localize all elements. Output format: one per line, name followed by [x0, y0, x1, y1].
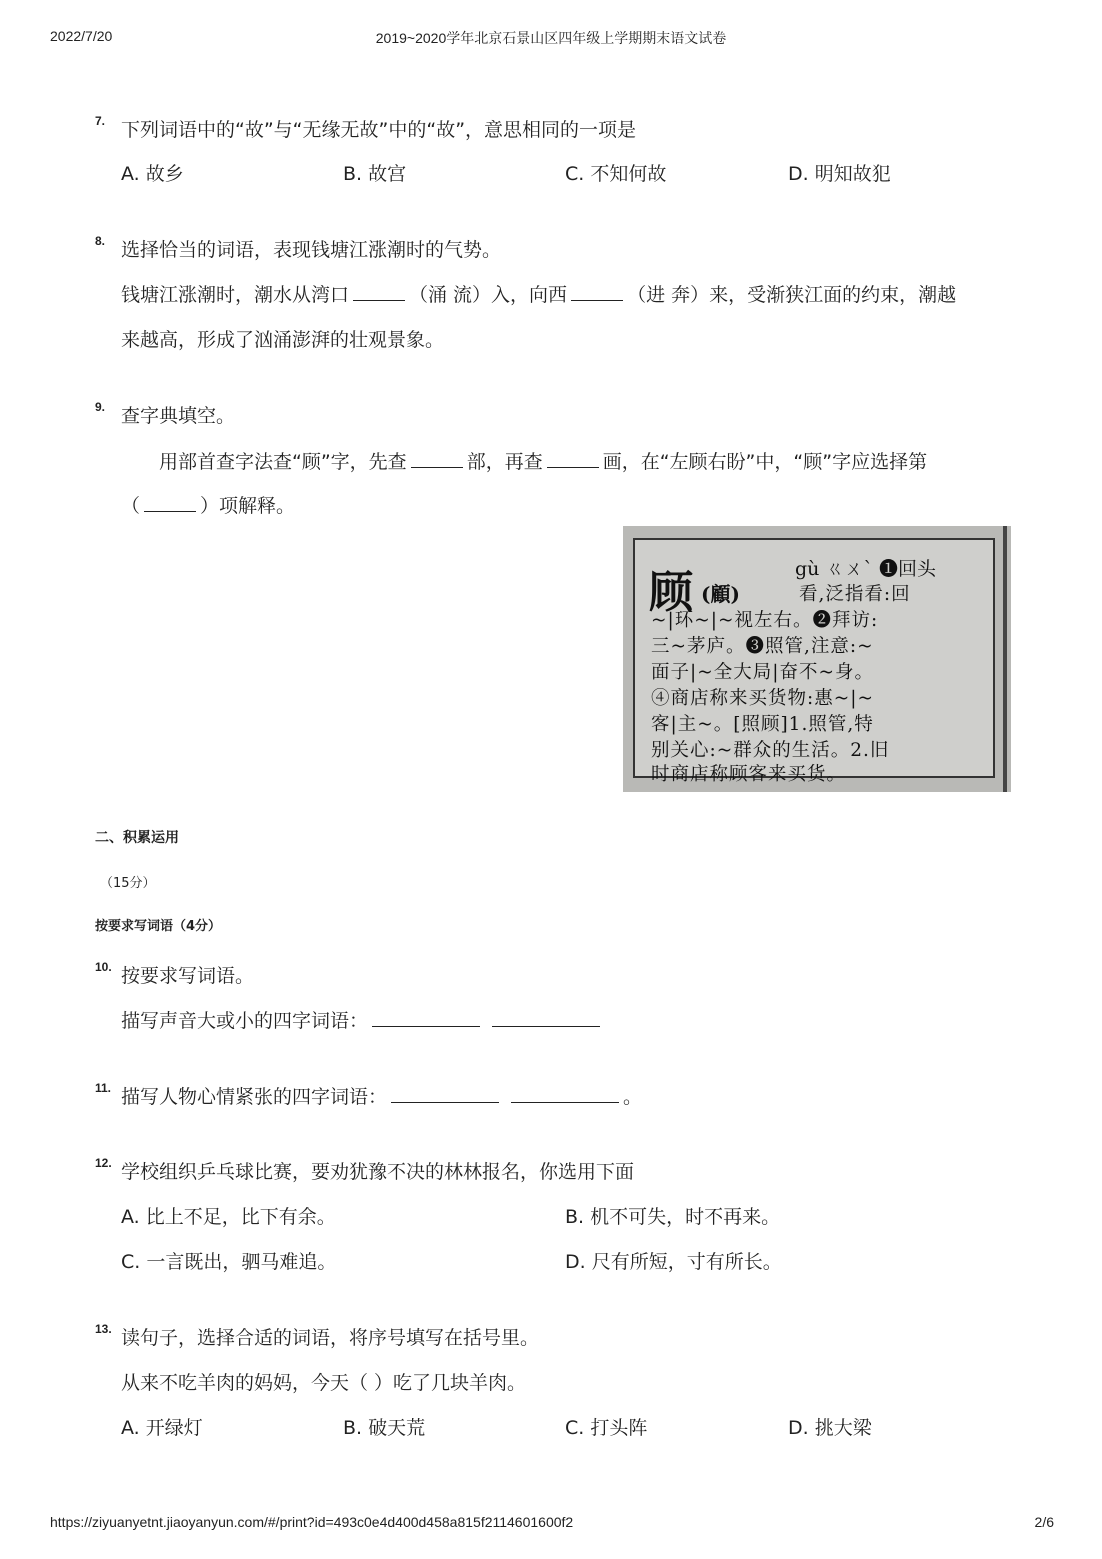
answer-blank[interactable] [571, 283, 623, 301]
sentence-part: （ [121, 495, 141, 517]
option-a: A. 比上不足，比下有余。 [121, 1206, 336, 1228]
option-c: C. 一言既出，驷马难追。 [121, 1251, 337, 1273]
answer-blank[interactable] [411, 450, 463, 468]
option-b: B. 机不可失，时不再来。 [565, 1206, 781, 1228]
question-text: 按要求写词语。 [121, 965, 255, 987]
option-a: A. 故乡 [121, 163, 184, 185]
question-number: 12. [95, 1156, 112, 1170]
dictionary-line: 别关心:~群众的生活。2.旧 [651, 740, 890, 761]
dictionary-page-edge [1003, 526, 1007, 792]
header-title: 2019~2020学年北京石景山区四年级上学期期末语文试卷 [375, 30, 727, 46]
dictionary-line: 三~茅庐。❸照管,注意:~ [651, 636, 874, 657]
dictionary-headword: 顾 [649, 567, 693, 618]
sentence-part: 钱塘江涨潮时，潮水从湾口 [121, 284, 350, 306]
question-sentence: 从来不吃羊肉的妈妈，今天（ ）吃了几块羊肉。 [121, 1372, 527, 1394]
sentence-part: ）项解释。 [200, 495, 296, 517]
option-b: B. 故宫 [343, 163, 407, 185]
question-sentence-cont [121, 494, 295, 518]
sentence-part: 部，再查 [466, 451, 543, 473]
option-c: C. 不知何故 [565, 163, 667, 185]
answer-blank[interactable] [547, 450, 599, 468]
dictionary-traditional: (顧) [701, 582, 740, 606]
dictionary-line: 客|主~。[照顾]1.照管,特 [651, 714, 874, 735]
question-text: 选择恰当的词语，表现钱塘江涨潮时的气势。 [121, 239, 502, 261]
sentence-part: 。 [623, 1086, 643, 1108]
question-number: 7. [95, 114, 106, 128]
question-sentence [121, 283, 956, 307]
dictionary-line: ~|环~|~视左右。❷拜访: [651, 610, 879, 631]
answer-blank[interactable] [144, 494, 196, 512]
sentence-part: （涌 流）入，向西 [409, 284, 568, 306]
option-b: B. 破天荒 [343, 1417, 426, 1439]
section-title: 二、积累运用 [95, 830, 179, 846]
sentence-part: 描写人物心情紧张的四字词语： [121, 1086, 388, 1108]
dictionary-line: 面子|~全大局|奋不~身。 [651, 662, 874, 683]
option-c: C. 打头阵 [565, 1417, 648, 1439]
subsection-title: 按要求写词语（4分） [95, 919, 222, 934]
question-text: 学校组织乒乓球比赛，要劝犹豫不决的林林报名，你选用下面 [121, 1161, 635, 1183]
option-d: D. 尺有所短，寸有所长。 [565, 1251, 782, 1273]
sentence-part: （进 奔）来，受渐狭江面的约束，潮越 [627, 284, 957, 306]
question-number: 11. [95, 1081, 112, 1095]
question-sentence [159, 450, 927, 474]
question-sentence [121, 1009, 604, 1033]
question-number: 10. [95, 960, 112, 974]
dictionary-line: ④商店称来买货物:惠~|~ [651, 688, 874, 709]
question-sentence-cont: 来越高，形成了汹涌澎湃的壮观景象。 [121, 329, 445, 351]
question-text: 读句子，选择合适的词语，将序号填写在括号里。 [121, 1327, 540, 1349]
answer-blank[interactable] [511, 1085, 619, 1103]
question-text [121, 1085, 642, 1109]
footer-url[interactable]: https://ziyuanyetnt.jiaoyanyun.com/#/print?id=493c0e4d400d458a815f2114601600f2 [50, 1514, 574, 1530]
answer-blank[interactable] [391, 1085, 499, 1103]
dictionary-pinyin: gù ㄍㄨˋ ❶回头 [795, 558, 936, 580]
dictionary-entry-image [623, 526, 1011, 792]
question-text: 查字典填空。 [121, 405, 236, 427]
sentence-part: 描写声音大或小的四字词语： [121, 1010, 369, 1032]
section-score: （15分） [100, 876, 156, 891]
option-d: D. 挑大梁 [788, 1417, 872, 1439]
question-number: 13. [95, 1322, 112, 1336]
dictionary-frame [633, 538, 995, 785]
answer-blank[interactable] [372, 1009, 480, 1027]
question-text: 下列词语中的“故”与“无缘无故”中的“故”，意思相同的一项是 [121, 119, 637, 141]
question-number: 8. [95, 234, 106, 248]
option-a: A. 开绿灯 [121, 1417, 203, 1439]
sentence-part: 画，在“左顾右盼”中，“顾”字应选择第 [602, 451, 928, 473]
dictionary-line: 时商店称顾客来买货。 [651, 764, 847, 785]
sentence-part: 用部首查字法查“顾”字，先查 [159, 451, 407, 473]
answer-blank[interactable] [492, 1009, 600, 1027]
dictionary-line: 看,泛指看:回 [799, 584, 911, 605]
option-d: D. 明知故犯 [788, 163, 891, 185]
header-date: 2022/7/20 [50, 28, 113, 44]
question-number: 9. [95, 400, 106, 414]
footer-page-number: 2/6 [1034, 1514, 1054, 1530]
answer-blank[interactable] [353, 283, 405, 301]
